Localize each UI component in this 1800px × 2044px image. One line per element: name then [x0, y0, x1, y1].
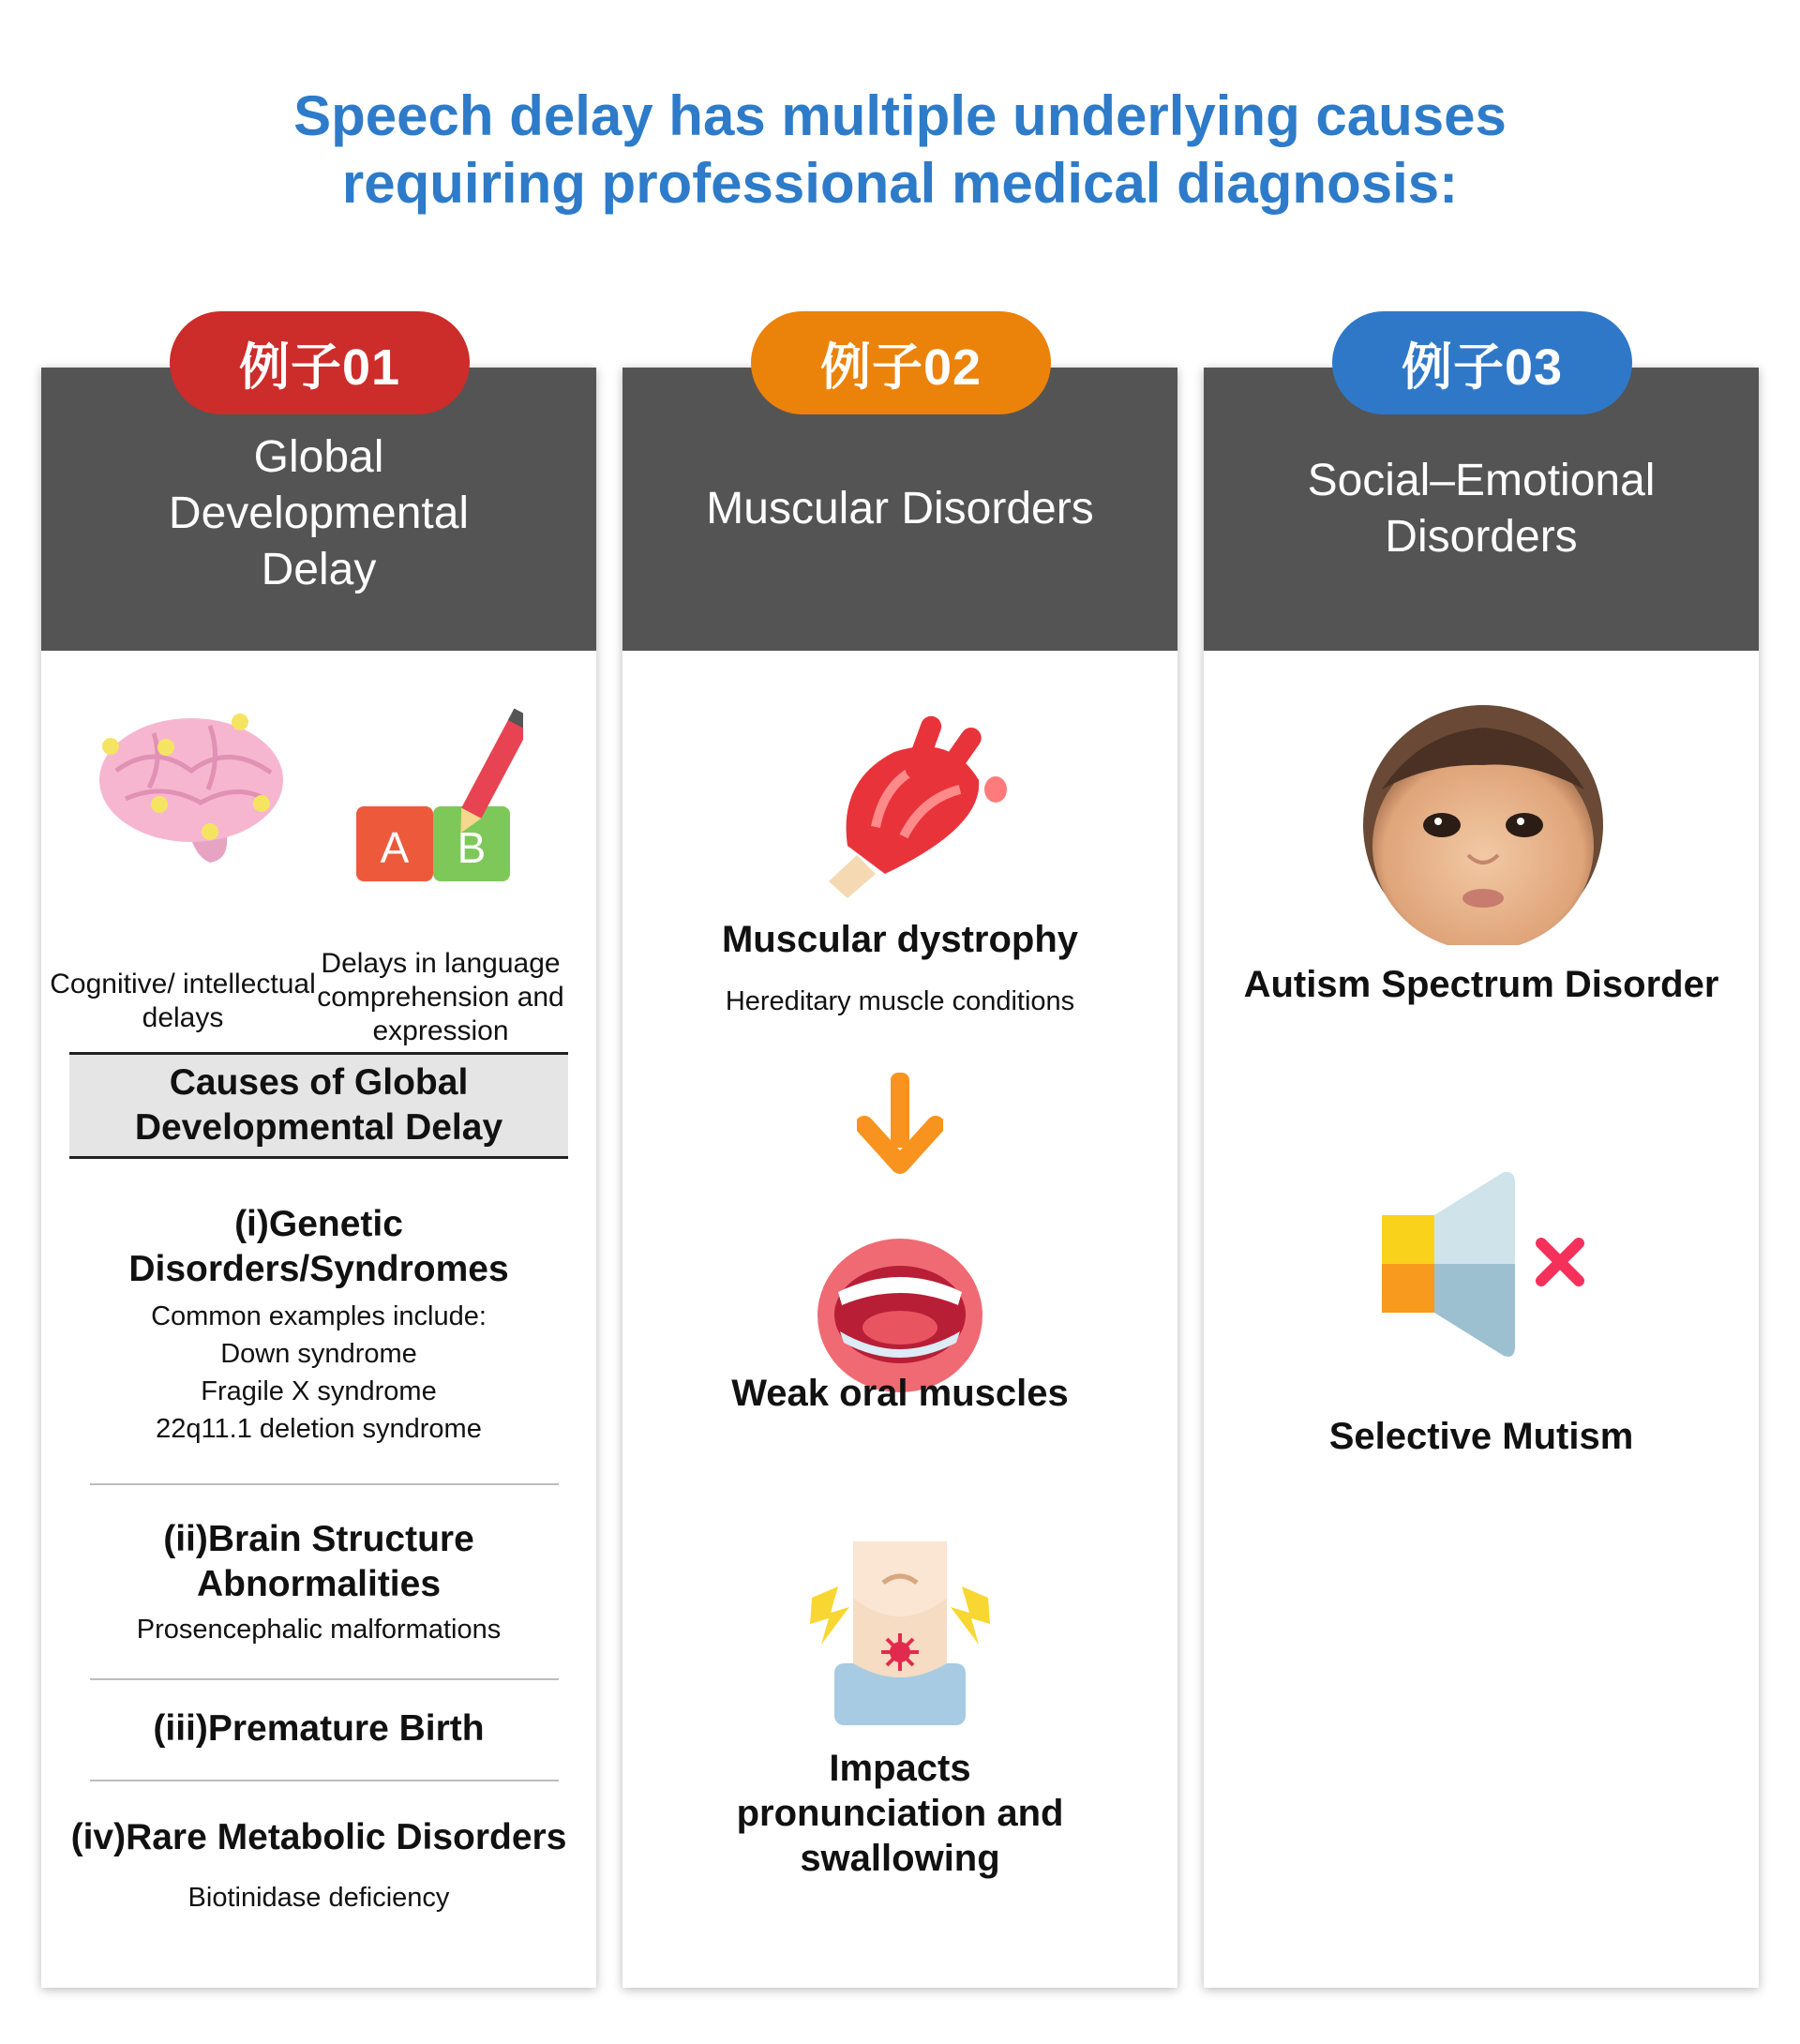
muscle-icon	[819, 714, 1007, 902]
badge-01: 例子01	[170, 311, 470, 414]
badge-03: 例子03	[1332, 311, 1632, 414]
cause-detail: Common examples include:	[151, 1301, 487, 1331]
cause-metabolic-title: (iv)Rare Metabolic Disorders	[70, 1817, 567, 1857]
cause-premature-birth-title: (iii)Premature Birth	[153, 1708, 485, 1749]
impacts-title: Impacts pronunciation and swallowing	[736, 1748, 1064, 1879]
title-line-2: requiring professional medical diagnosis:	[341, 152, 1459, 215]
cause-genetic-details	[41, 1298, 596, 1448]
page-title	[0, 83, 1800, 218]
title-line-1: Speech delay has multiple underlying causes	[293, 84, 1507, 147]
arrow-down-icon	[857, 1073, 943, 1176]
column-header-text: Muscular Disorders	[706, 484, 1094, 534]
badge-02: 例子02	[751, 311, 1051, 414]
divider	[90, 1483, 559, 1485]
column-header-text: Global Developmental Delay	[168, 432, 470, 594]
divider	[90, 1780, 559, 1781]
column-social-emotional-disorders	[1204, 368, 1759, 1988]
muscular-dystrophy-subtitle: Hereditary muscle conditions	[725, 986, 1075, 1016]
cause-metabolic-detail: Biotinidase deficiency	[188, 1883, 450, 1913]
block-b-letter: B	[457, 823, 487, 872]
child-face-photo	[1363, 705, 1603, 945]
cognitive-caption: Cognitive/ intellectual delays	[50, 969, 316, 1033]
ab-blocks-pencil-icon	[354, 707, 523, 885]
column-global-developmental-delay	[41, 368, 596, 1988]
brain-icon	[98, 705, 294, 874]
cause-brain-structure-detail: Prosencephalic malformations	[136, 1615, 502, 1645]
column-muscular-disorders	[622, 368, 1178, 1988]
column-header-text: Social–Emotional Disorders	[1307, 456, 1656, 562]
selective-mutism-title: Selective Mutism	[1328, 1416, 1634, 1457]
sore-throat-icon	[806, 1541, 994, 1729]
muscular-dystrophy-title: Muscular dystrophy	[721, 919, 1079, 960]
cause-genetic-title: (i)Genetic Disorders/Syndromes	[128, 1204, 509, 1289]
speaker-mute-icon	[1382, 1172, 1592, 1360]
block-a-letter: A	[380, 823, 410, 872]
causes-heading	[69, 1052, 568, 1159]
cause-detail: Fragile X syndrome	[201, 1376, 437, 1406]
divider	[90, 1678, 559, 1680]
cause-detail: 22q11.1 deletion syndrome	[156, 1414, 482, 1444]
weak-oral-muscles-title: Weak oral muscles	[731, 1373, 1069, 1414]
language-caption: Delays in language comprehension and expression	[317, 948, 564, 1046]
cause-brain-structure-title: (ii)Brain Structure Abnormalities	[163, 1519, 474, 1604]
cause-detail: Down syndrome	[220, 1339, 417, 1369]
autism-title: Autism Spectrum Disorder	[1243, 964, 1719, 1005]
causes-heading-text: Causes of Global Developmental Delay	[134, 1062, 503, 1148]
